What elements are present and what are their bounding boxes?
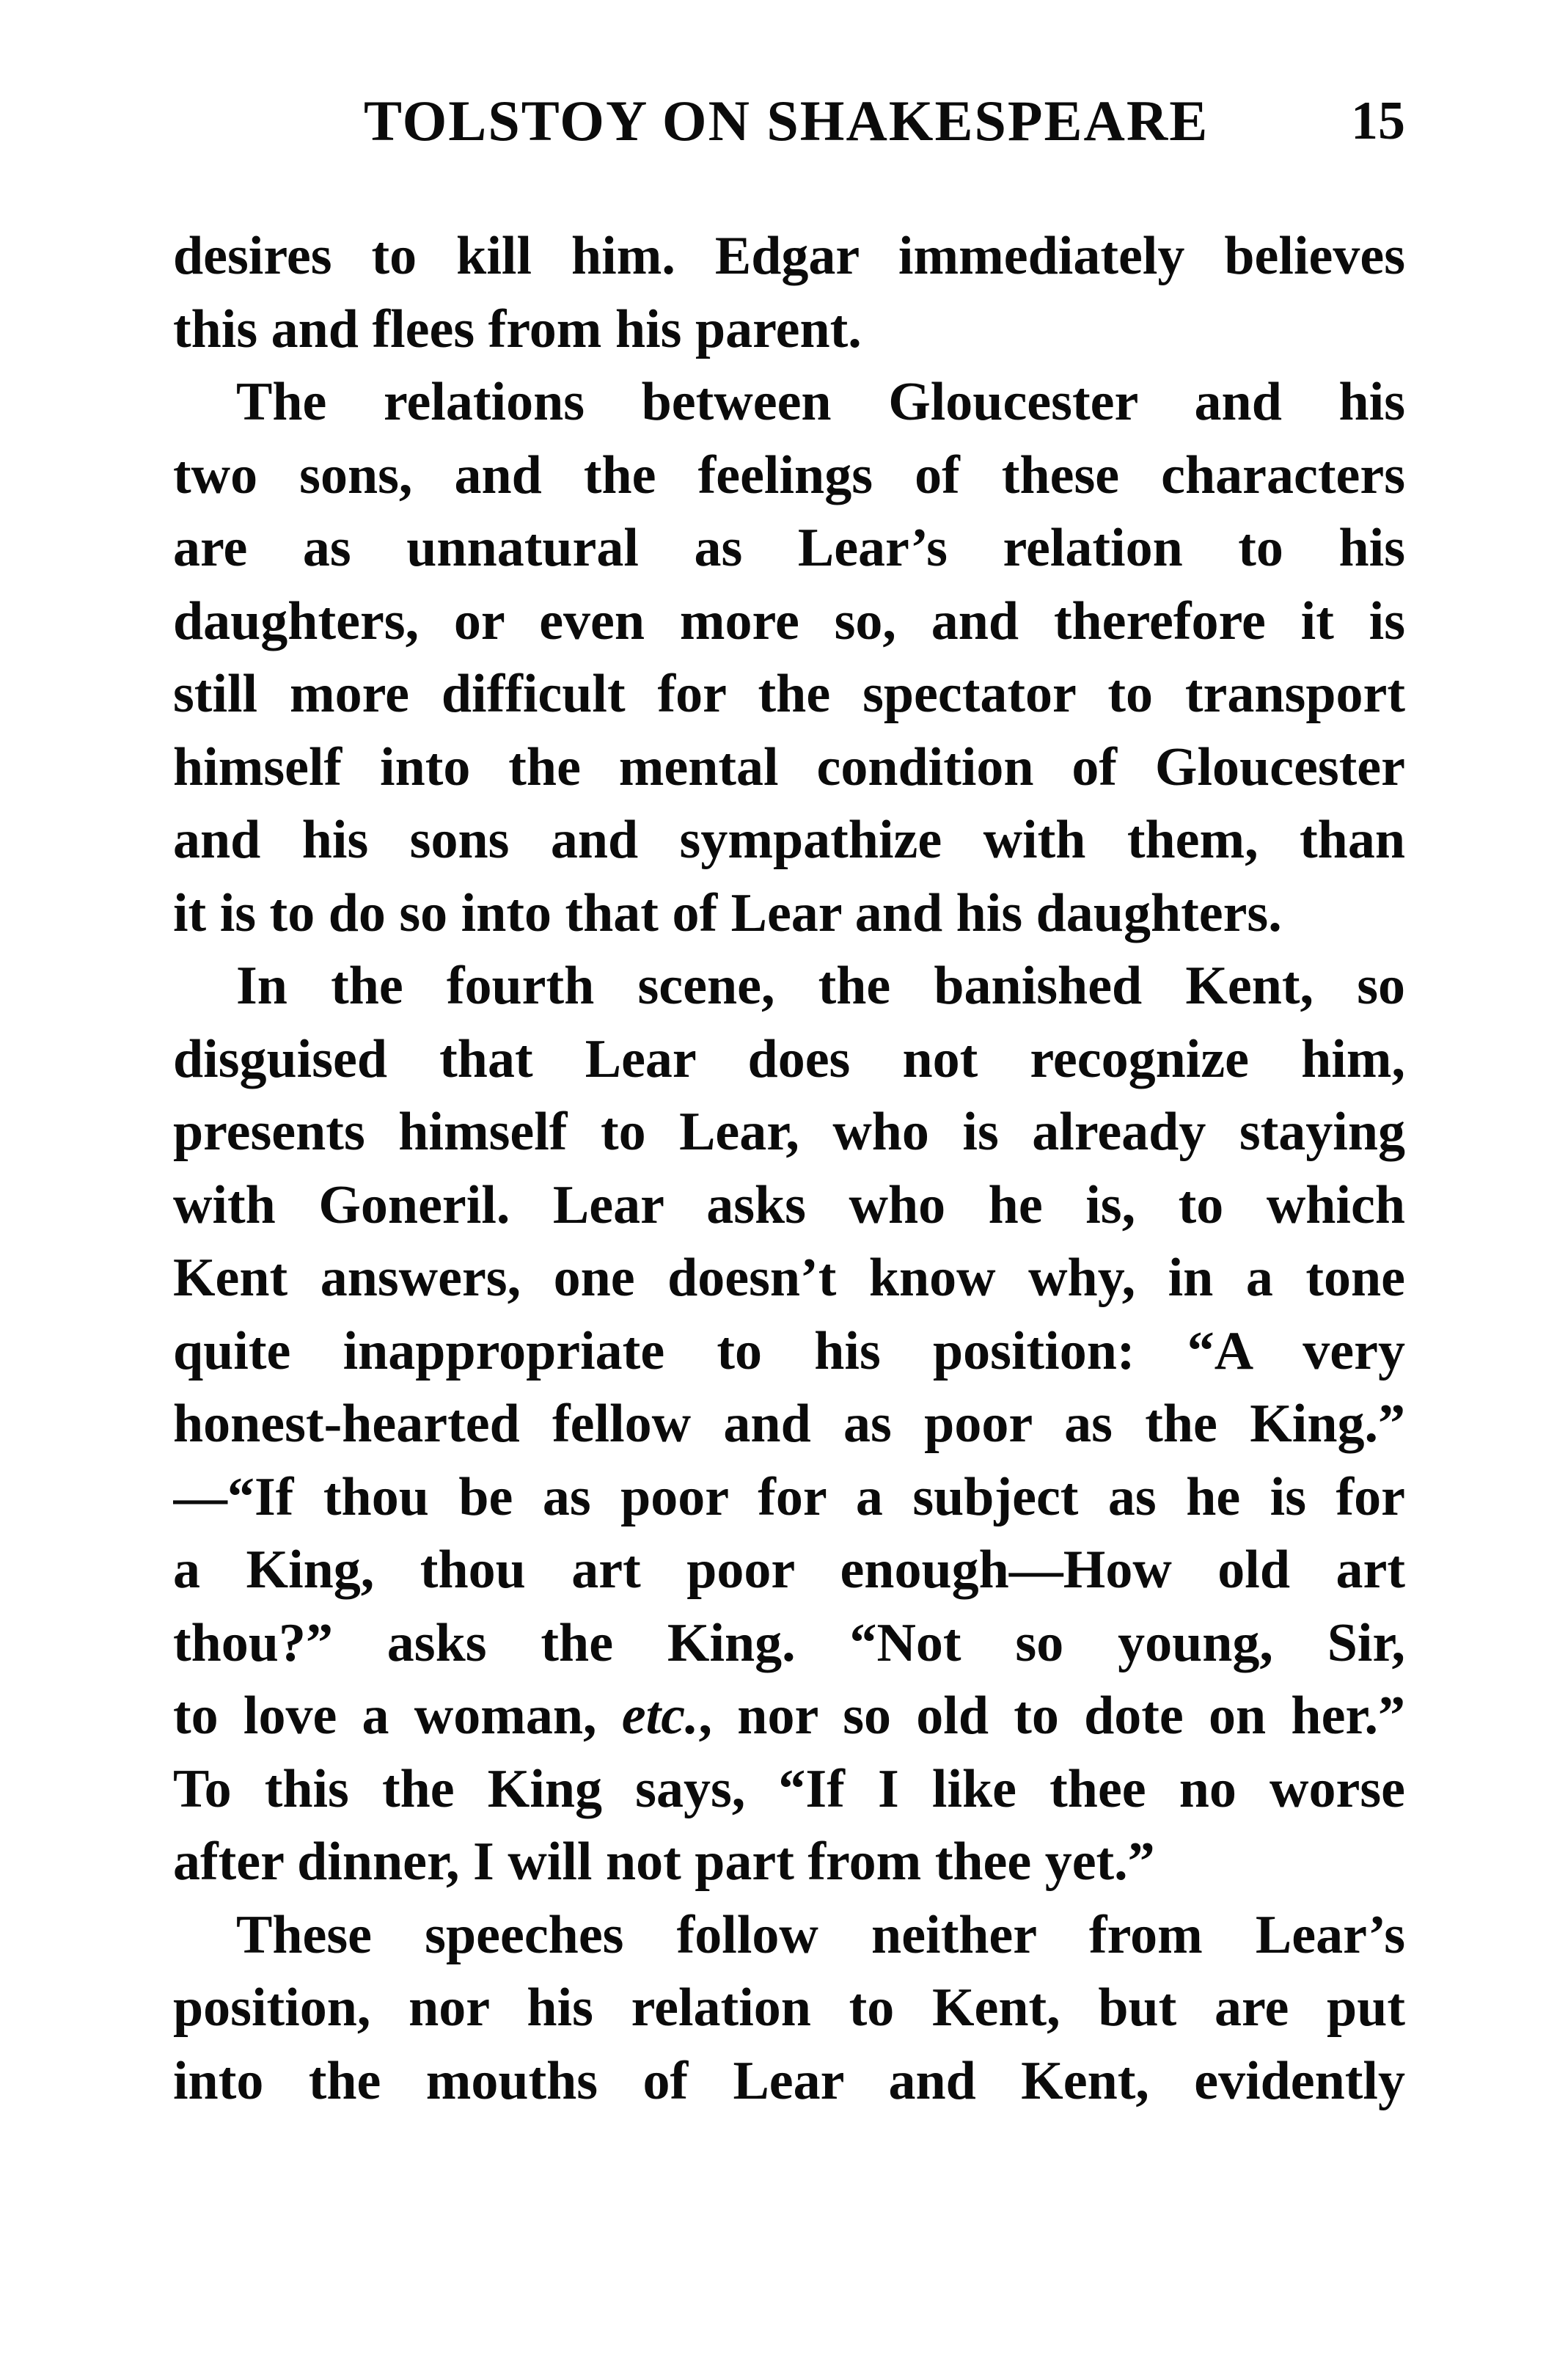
text-line: himself into the mental condition of Gloucester (173, 736, 1405, 797)
text-line: daughters, or even more so, and therefore it is (173, 590, 1405, 651)
text-line: into the mouths of Lear and Kent, evidently (173, 2050, 1405, 2111)
text-line: To this the King says, “If I like thee no worse (173, 1758, 1405, 1819)
text-line: quite inappropriate to his position: “A very (173, 1320, 1405, 1381)
text-line: still more difficult for the spectator to transport (173, 664, 1405, 724)
text-line: disguised that Lear does not recognize him, (173, 1028, 1405, 1089)
text-line: The relations between Gloucester and his (236, 372, 1405, 432)
body-text (173, 220, 1405, 2118)
running-head (173, 81, 1405, 161)
text-line: Kent answers, one doesn’t know why, in a tone (173, 1248, 1405, 1308)
text-line: with Goneril. Lear asks who he is, to which (173, 1174, 1405, 1235)
text-line: a King, thou art poor enough—How old art (173, 1540, 1405, 1600)
text-line: it is to do so into that of Lear and his daughters. (173, 882, 1282, 943)
text-line: thou?” asks the King. “Not so young, Sir, (173, 1612, 1405, 1673)
text-line: position, nor his relation to Kent, but are put (173, 1978, 1405, 2038)
text-line: and his sons and sympathize with them, than (173, 810, 1405, 870)
text-line: are as unnatural as Lear’s relation to his (173, 518, 1405, 578)
text-line: this and flees from his parent. (173, 299, 862, 359)
text-line: —“If thou be as poor for a subject as he is for (173, 1466, 1405, 1527)
text-line: after dinner, I will not part from thee yet.” (173, 1832, 1155, 1892)
running-title: TOLSTOY ON SHAKESPEARE (364, 89, 1209, 153)
text-line: honest-hearted fellow and as poor as the King.” (173, 1394, 1405, 1454)
text-line: In the fourth scene, the banished Kent, so (236, 956, 1405, 1016)
text-line: two sons, and the feelings of these characters (173, 445, 1405, 505)
text-line: presents himself to Lear, who is already staying (173, 1102, 1405, 1162)
italic-word: etc. (621, 1686, 699, 1746)
text-line: These speeches follow neither from Lear’s (236, 1904, 1405, 1965)
text-line: desires to kill him. Edgar immediately believes (173, 226, 1405, 286)
text-line: to love a woman, etc., nor so old to dote on her.” (173, 1686, 1405, 1746)
page-number: 15 (1351, 91, 1405, 151)
